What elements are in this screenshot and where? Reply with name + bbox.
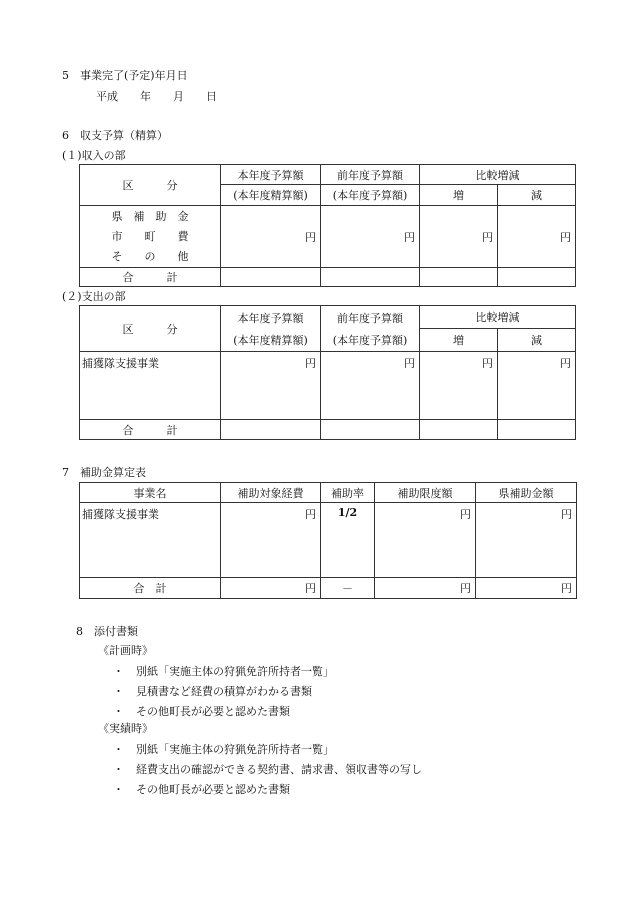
income-items <box>80 206 221 268</box>
subsidy-cost-value: 円 <box>221 503 321 578</box>
section8-title: 8 添付書類 <box>76 625 138 638</box>
income-item-other: そ の 他 <box>111 249 189 263</box>
income-current-value: 円 <box>221 206 321 268</box>
subsidy-total-rate: － <box>321 578 375 599</box>
plan-item-text: その他町長が必要と認めた書類 <box>136 705 290 718</box>
plan-item-1 <box>113 663 334 679</box>
expense-dec-value: 円 <box>498 352 576 420</box>
subsidy-row-name: 捕獲隊支援事業 <box>80 503 221 578</box>
expense-header-inc: 増 <box>420 329 498 352</box>
income-header-dec: 減 <box>498 185 576 206</box>
income-label: (１)収入の部 <box>62 149 126 162</box>
income-header-prev-sub: (本年度予算額) <box>321 185 420 206</box>
income-item-town: 市 町 費 <box>111 229 189 243</box>
income-dec-value: 円 <box>498 206 576 268</box>
plan-item-text: 別紙「実施主体の狩猟免許所持者一覧」 <box>136 665 334 678</box>
income-header-current: 本年度予算額 <box>221 165 321 185</box>
expense-header-prev-sub: (本年度予算額) <box>332 333 408 347</box>
subsidy-header-name: 事業名 <box>80 483 221 503</box>
subsidy-total-cost: 円 <box>221 578 321 599</box>
expense-header-current-sub: (本年度精算額) <box>233 333 308 347</box>
bullet: ・ <box>113 783 124 796</box>
expense-header-compare: 比較増減 <box>420 306 576 329</box>
income-prev-value: 円 <box>321 206 420 268</box>
result-label: 《実績時》 <box>98 722 153 735</box>
subsidy-header-rate: 補助率 <box>321 483 375 503</box>
income-inc-value: 円 <box>420 206 498 268</box>
plan-item-2 <box>113 683 312 699</box>
subsidy-amount-value: 円 <box>476 503 577 578</box>
expense-current-value: 円 <box>221 352 321 420</box>
income-total-label: 合 計 <box>80 268 221 287</box>
expense-header-prev-main: 前年度予算額 <box>337 311 403 325</box>
expense-label: (２)支出の部 <box>62 290 126 303</box>
result-item-text: 経費支出の確認ができる契約書、請求書、領収書等の写し <box>136 763 422 776</box>
result-item-3 <box>113 781 290 797</box>
section6-title: 6 収支予算（精算） <box>62 129 168 142</box>
income-header-compare: 比較増減 <box>420 165 576 185</box>
expense-header-dec: 減 <box>498 329 576 352</box>
expense-header-current-main: 本年度予算額 <box>237 311 304 325</box>
plan-item-3 <box>113 703 290 719</box>
bullet: ・ <box>113 685 124 698</box>
subsidy-rate-value: 1/2 <box>321 503 375 578</box>
completion-date: 平成 年 月 日 <box>96 90 217 103</box>
expense-prev-value: 円 <box>321 352 420 420</box>
expense-table <box>79 305 576 440</box>
expense-header-kubun: 区 分 <box>80 306 221 352</box>
result-item-1 <box>113 741 334 757</box>
expense-total-label: 合 計 <box>80 420 221 440</box>
income-table <box>79 164 576 287</box>
expense-row-name: 捕獲隊支援事業 <box>80 352 221 420</box>
result-item-text: その他町長が必要と認めた書類 <box>136 783 290 796</box>
subsidy-total-limit: 円 <box>375 578 476 599</box>
expense-header-current <box>221 306 321 352</box>
income-item-prefecture: 県 補 助 金 <box>111 209 189 223</box>
section5-title: 5 事業完了(予定)年月日 <box>62 69 188 82</box>
income-header-inc: 増 <box>420 185 498 206</box>
section7-title: 7 補助金算定表 <box>62 466 146 479</box>
income-header-kubun: 区 分 <box>80 165 221 206</box>
income-header-prev: 前年度予算額 <box>321 165 420 185</box>
bullet: ・ <box>113 763 124 776</box>
result-item-2 <box>113 761 422 777</box>
expense-header-prev <box>321 306 420 352</box>
subsidy-header-cost: 補助対象経費 <box>221 483 321 503</box>
plan-label: 《計画時》 <box>98 644 153 657</box>
subsidy-header-limit: 補助限度額 <box>375 483 476 503</box>
plan-item-text: 見積書など経費の積算がわかる書類 <box>136 685 312 698</box>
bullet: ・ <box>113 705 124 718</box>
subsidy-table <box>79 482 577 599</box>
result-item-text: 別紙「実施主体の狩猟免許所持者一覧」 <box>136 743 334 756</box>
subsidy-limit-value: 円 <box>375 503 476 578</box>
subsidy-header-amount: 県補助金額 <box>476 483 577 503</box>
bullet: ・ <box>113 665 124 678</box>
bullet: ・ <box>113 743 124 756</box>
income-header-current-sub: (本年度精算額) <box>221 185 321 206</box>
subsidy-total-amount: 円 <box>476 578 577 599</box>
expense-inc-value: 円 <box>420 352 498 420</box>
subsidy-total-label: 合 計 <box>80 578 221 599</box>
